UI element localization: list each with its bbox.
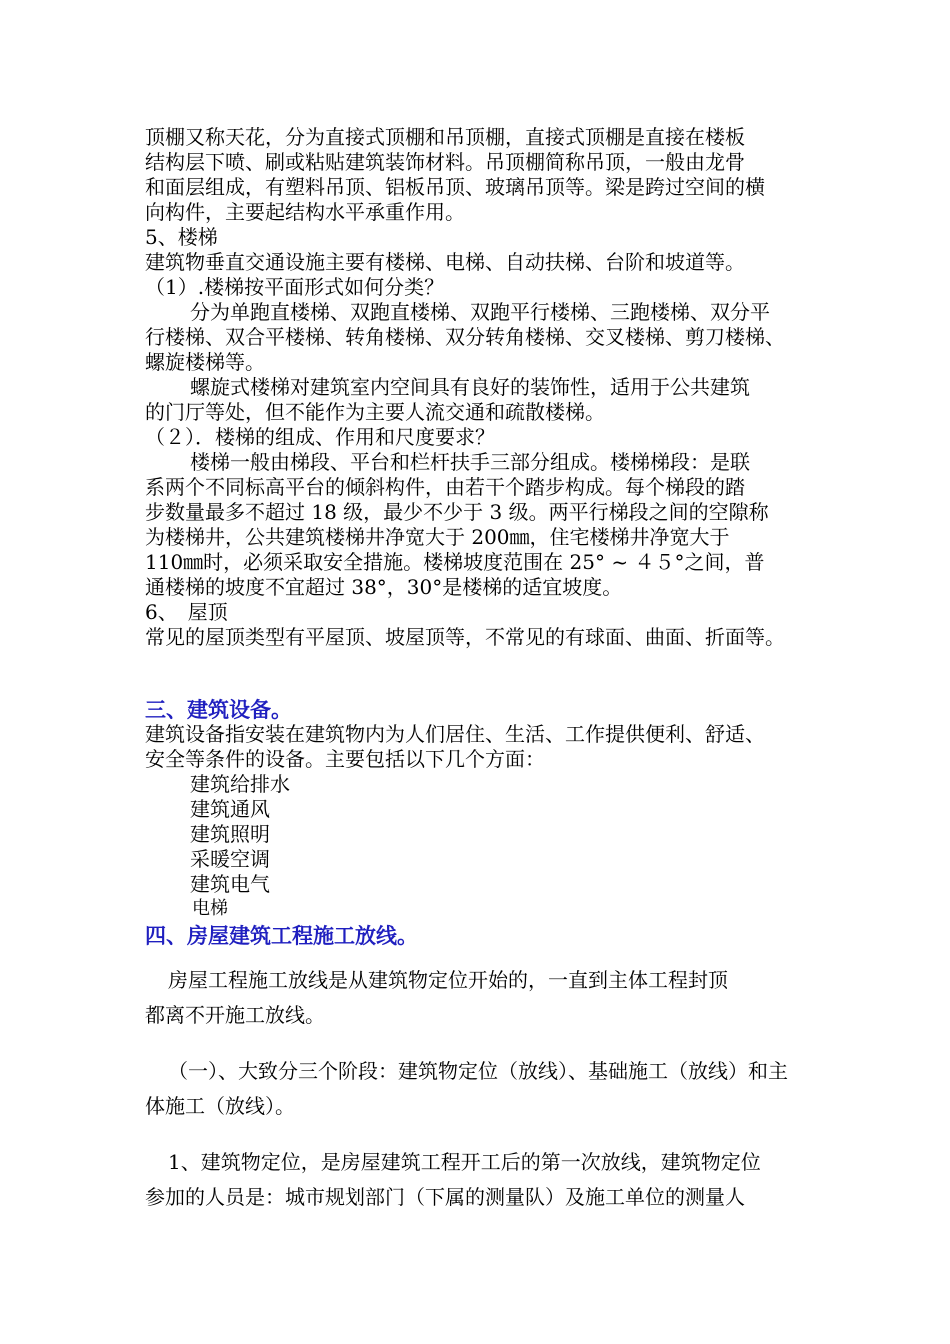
paragraph-line: 结构层下喷、刷或粘贴建筑装饰材料。吊顶棚简称吊顶，一般由龙骨 bbox=[145, 150, 745, 174]
paragraph-line: 110㎜时，必须采取安全措施。楼梯坡度范围在 25° ~ ４５°之间，普 bbox=[145, 550, 765, 574]
paragraph-line: 都离不开施工放线。 bbox=[145, 1003, 325, 1027]
paragraph-line: 系两个不同标高平台的倾斜构件，由若干个踏步构成。每个梯段的踏 bbox=[145, 475, 745, 499]
paragraph-line: 1、建筑物定位，是房屋建筑工程开工后的第一次放线，建筑物定位 bbox=[168, 1150, 761, 1174]
list-item: 建筑电气 bbox=[190, 872, 270, 896]
paragraph-line: 分为单跑直楼梯、双跑直楼梯、双跑平行楼梯、三跑楼梯、双分平 bbox=[190, 300, 770, 324]
paragraph-line: （一）、大致分三个阶段：建筑物定位（放线）、基础施工（放线）和主 bbox=[168, 1059, 788, 1083]
paragraph-line: 安全等条件的设备。主要包括以下几个方面： bbox=[145, 747, 545, 771]
paragraph-line: 楼梯一般由梯段、平台和栏杆扶手三部分组成。楼梯梯段：是联 bbox=[190, 450, 750, 474]
paragraph-line: 步数量最多不超过 18 级，最少不少于 3 级。两平行梯段之间的空隙称 bbox=[145, 500, 769, 524]
paragraph-line: 螺旋楼梯等。 bbox=[145, 350, 265, 374]
section-title-stairs: 5、楼梯 bbox=[145, 225, 218, 249]
heading-construction-layout: 四、房屋建筑工程施工放线。 bbox=[145, 923, 418, 948]
paragraph-line: 建筑物垂直交通设施主要有楼梯、电梯、自动扶梯、台阶和坡道等。 bbox=[145, 250, 745, 274]
paragraph-line: 的门厅等处，但不能作为主要人流交通和疏散楼梯。 bbox=[145, 400, 605, 424]
list-item: 电梯 bbox=[192, 898, 228, 919]
paragraph-line: 建筑设备指安装在建筑物内为人们居住、生活、工作提供便利、舒适、 bbox=[145, 722, 765, 746]
paragraph-line: 常见的屋顶类型有平屋顶、坡屋顶等，不常见的有球面、曲面、折面等。 bbox=[145, 625, 785, 649]
paragraph-line: 行楼梯、双合平楼梯、转角楼梯、双分转角楼梯、交叉楼梯、剪刀楼梯、 bbox=[145, 325, 785, 349]
paragraph-line: 通楼梯的坡度不宜超过 38°，30°是楼梯的适宜坡度。 bbox=[145, 575, 623, 599]
question-heading: （２）．楼梯的组成、作用和尺度要求？ bbox=[145, 425, 495, 449]
list-item: 建筑照明 bbox=[190, 822, 270, 846]
list-item: 建筑给排水 bbox=[190, 772, 290, 796]
list-item: 建筑通风 bbox=[190, 797, 270, 821]
paragraph-line: 体施工（放线）。 bbox=[145, 1094, 295, 1118]
section-title-roof: 6、 屋顶 bbox=[145, 600, 228, 624]
paragraph-line: 房屋工程施工放线是从建筑物定位开始的，一直到主体工程封顶 bbox=[168, 968, 728, 992]
paragraph-line: 螺旋式楼梯对建筑室内空间具有良好的装饰性，适用于公共建筑 bbox=[190, 375, 750, 399]
paragraph-line: 顶棚又称天花，分为直接式顶棚和吊顶棚，直接式顶棚是直接在楼板 bbox=[145, 125, 745, 149]
paragraph-line: 参加的人员是：城市规划部门（下属的测量队）及施工单位的测量人 bbox=[145, 1185, 745, 1209]
paragraph-line: 向构件，主要起结构水平承重作用。 bbox=[145, 200, 465, 224]
list-item: 采暖空调 bbox=[190, 847, 270, 871]
heading-building-equipment: 三、建筑设备。 bbox=[145, 697, 292, 722]
paragraph-line: 为楼梯井，公共建筑楼梯井净宽大于 200㎜，住宅楼梯井净宽大于 bbox=[145, 525, 730, 549]
question-heading: （1）.楼梯按平面形式如何分类？ bbox=[145, 275, 445, 299]
paragraph-line: 和面层组成，有塑料吊顶、铝板吊顶、玻璃吊顶等。梁是跨过空间的横 bbox=[145, 175, 765, 199]
